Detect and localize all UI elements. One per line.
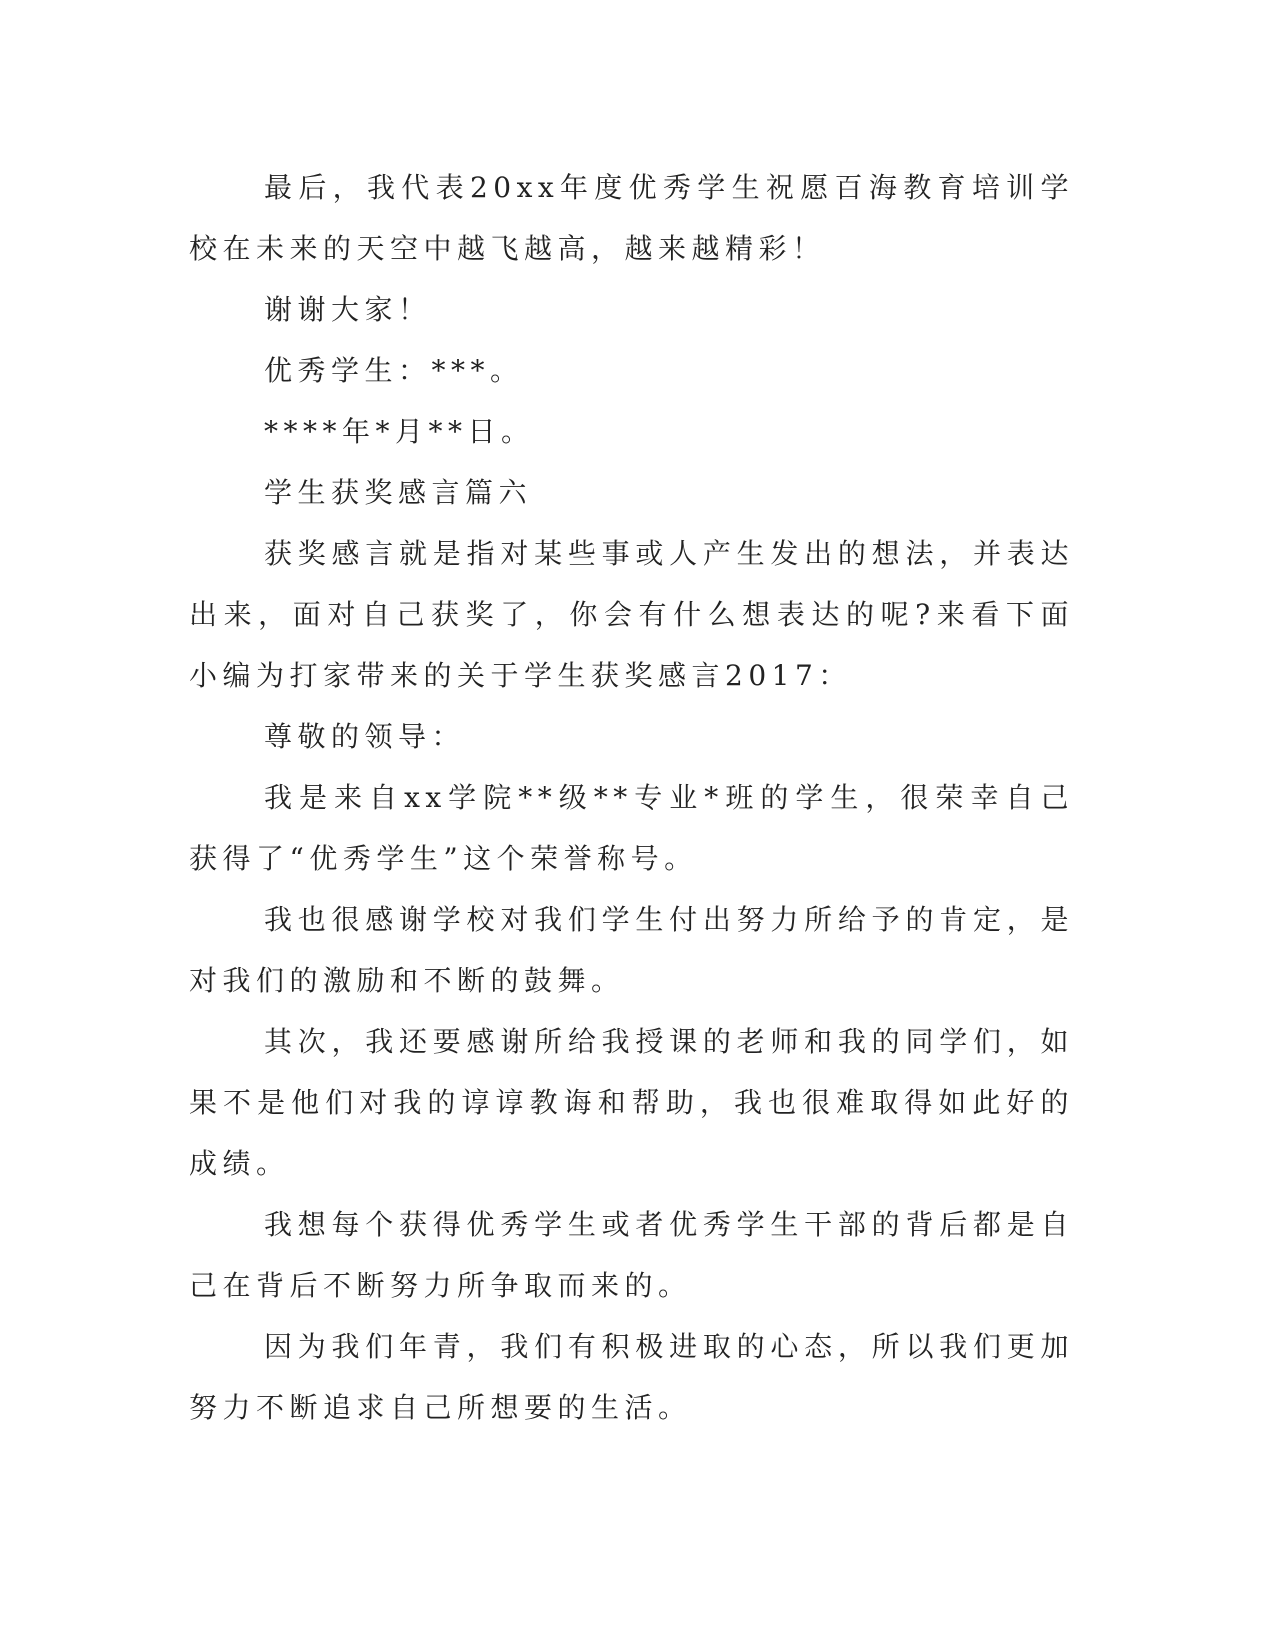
paragraph-thanks-school: 我也很感谢学校对我们学生付出努力所给予的肯定，是对我们的激励和不断的鼓舞。 xyxy=(189,903,1074,997)
paragraph-closing-wish: 最后，我代表20xx年度优秀学生祝愿百海教育培训学校在未来的天空中越飞越高，越来越精彩！ xyxy=(189,171,1074,265)
paragraph-signature: 优秀学生：***。 xyxy=(264,354,524,387)
paragraph-youth: 因为我们年青，我们有积极进取的心态，所以我们更加努力不断追求自己所想要的生活。 xyxy=(189,1330,1074,1424)
document-body xyxy=(189,157,1074,1438)
paragraph-thanks: 谢谢大家！ xyxy=(264,293,432,326)
paragraph-effort: 我想每个获得优秀学生或者优秀学生干部的背后都是自己在背后不断努力所争取而来的。 xyxy=(189,1208,1074,1302)
section-heading: 学生获奖感言篇六 xyxy=(264,476,533,509)
paragraph-self-intro: 我是来自xx学院**级**专业*班的学生，很荣幸自己获得了“优秀学生”这个荣誉称号。 xyxy=(189,781,1074,875)
paragraph-salutation: 尊敬的领导： xyxy=(264,720,466,753)
paragraph-thanks-teachers: 其次，我还要感谢所给我授课的老师和我的同学们，如果不是他们对我的谆谆教诲和帮助，我也很难取得如此好的成绩。 xyxy=(189,1025,1074,1180)
paragraph-date: ****年*月**日。 xyxy=(264,415,535,448)
paragraph-intro: 获奖感言就是指对某些事或人产生发出的想法，并表达出来，面对自己获奖了，你会有什么想表达的呢?来看下面小编为打家带来的关于学生获奖感言2017： xyxy=(189,537,1074,692)
